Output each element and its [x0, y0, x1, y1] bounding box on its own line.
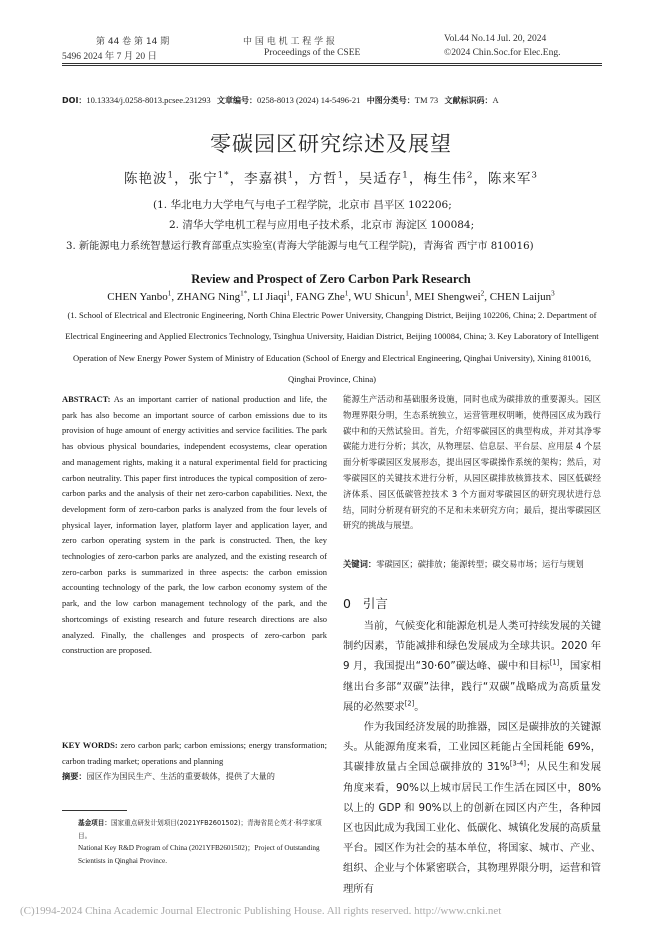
abstract-en-label: ABSTRACT: — [62, 394, 111, 404]
en-author-affiliation-mark: 1* — [240, 289, 248, 298]
article-no-label: 文章编号： — [216, 96, 257, 105]
cn-author: 张宁 — [188, 171, 218, 187]
affiliation-cn-3: 3. 新能源电力系统智慧运行教育部重点实验室(青海大学能源与电气工程学院)，青海省 西宁市 810016) — [66, 241, 534, 252]
cn-author-affiliation-mark: 1 — [402, 170, 409, 181]
en-author-affiliation-mark: 1 — [344, 289, 349, 298]
en-author: ZHANG Ning — [176, 291, 241, 303]
en-author-affiliation-mark: 1 — [286, 289, 291, 298]
header-journal-en: Proceedings of the CSEE — [264, 48, 361, 58]
abstract-cn-text-left: 园区作为国民生产、生活的重要载体，提供了大量的 — [86, 771, 275, 781]
abstract-cn-continued: 能源生产活动和基础服务设施，同时也成为碳排放的重要源头。园区物理界限分明，生态系统独立，运营管理权明晰，使得园区成为践行碳中和的天然试验田。首先，介绍零碳园区的典型构成，并对其净零碳能力进行分析；其次，从物理层、信息层、平台层、应用层 4 个层面分析零碳园区发展形态，提出园区零碳操作系统的架构；然后，对零碳园区的关键技术进行分析，从园区碳排放核算技术、园区低碳经济体系、园区低碳管控技术 3 个方面对零碳园区的研究现状进行总结，同时分析现有研究的不足和未来研究方向；最后，提出零碳园区研究的挑战与展望。 — [343, 394, 601, 531]
title-cn: 零碳园区研究综述及展望 — [210, 132, 452, 156]
intro-paragraph-1 — [343, 616, 601, 717]
en-author-affiliation-mark: 1 — [167, 289, 172, 298]
citation-3-4: [3-4] — [509, 759, 526, 768]
keywords-en-label: KEY WORDS: — [62, 740, 118, 750]
abstract-en-text: As an important carrier of national production and life, the park has also become an important source of carbon emissions due to its provision of huge amount of energy activities and service facilities. The park has obvious physical boundaries, independent ecosystems, clear operation and management rights, making it a natural experimental field for practicing carbon neutrality. This paper first introduces the typical composition of zero-carbon parks and the analysis of their net zero-carbon capabilities. Next, the development form of zero-carbon parks is analyzed from the four levels of physical layer, information layer, platform layer and application layer, and zero carbon operating system in the park is constructed. Then, the key technologies of zero-carbon parks are analyzed, and the existing research of zero-carbon parks is summarized in three aspects: the carbon emission accounting technology of the park, the low carbon economy system of the park, and the low carbon management technology of the park, and the shortcomings of existing research and future research directions are also analyzed. Finally, the challenges and prospects of zero-carbon park construction are proposed. — [62, 394, 327, 656]
doc-code-value: A — [492, 95, 499, 105]
doi-line — [62, 95, 499, 106]
title-en: Review and Prospect of Zero Carbon Park Research — [191, 272, 471, 286]
cn-author-affiliation-mark: 3 — [531, 170, 538, 181]
intro-p2-text: 作为我国经济发展的助推器，园区是碳排放的关键源头。从能源角度来看，工业园区耗能占全国耗能 69%，其碳排放量占全国总碳排放的 31% — [343, 721, 601, 774]
en-author-affiliation-mark: 1 — [405, 289, 409, 298]
en-author: LI Jiaqi — [252, 291, 287, 303]
keywords-en-text: zero carbon park; carbon emissions; energy transformation; carbon trading market; operations and planning — [62, 740, 327, 766]
cn-author: 陈艳波 — [124, 171, 168, 187]
authors-cn: 陈艳波$^1$，张宁$^{1*}$，李嘉祺$^1$，方哲$^1$，吴适存$^1$，梅生伟$^2$，陈来军$^3$ — [124, 170, 538, 187]
intro-p2-text2: ；从民生和发展角度来看，90%以上城市居民工作生活在园区中，80%以上的 GDP 和 90%以上的创新在园区内产生，各种园区也因此成为我国工业化、低碳化、城镇化发展的高质量平台。园区作为社会的基本单位，将国家、城市、产业、组织、企业与个体紧密联合，其物理界限分明，运营和管理所有 — [343, 761, 601, 895]
citation-2: [2] — [404, 699, 415, 708]
fund-en: National Key R&D Program of China (2021YFB2601502)；Project of Outstanding Scientists in Qinghai Province. — [78, 844, 320, 865]
article-no-value: 0258-8013 (2024) 14-5496-21 — [256, 95, 361, 105]
en-author-affiliation-mark: 2 — [480, 289, 485, 298]
section-title: 引言 — [362, 596, 388, 611]
header-page-date-cn: 5496 2024 年 7 月 20 日 — [62, 52, 158, 62]
intro-paragraph-2 — [343, 717, 601, 899]
intro-p1-text2: ，国家相继出台多部“双碳”法律，践行“双碳”战略成为高质量发展的必然要求 — [343, 660, 601, 713]
cn-author-affiliation-mark: 1 — [287, 170, 295, 181]
section-heading-intro — [343, 594, 388, 612]
en-author-affiliation-mark: 3 — [551, 289, 555, 298]
intro-p1-text3: 。 — [414, 700, 425, 713]
affiliation-cn-1: (1. 华北电力大学电气与电子工程学院，北京市 昌平区 102206; — [153, 199, 452, 211]
cn-author: 梅生伟 — [423, 171, 467, 187]
cn-author: 李嘉祺 — [244, 171, 288, 187]
cn-author-affiliation-mark: 1* — [217, 170, 230, 181]
doi-value: 10.13334/j.0258-8013.pcsee.231293 — [86, 95, 211, 105]
authors-en: CHEN Yanbo$^1$, ZHANG Ning$^{1*}$, LI Jiaqi$^1$, FANG Zhe$^1$, WU Shicun$^1$, MEI Shengwei$^2$, CHEN Laijun$^3$ — [107, 289, 555, 303]
affiliation-cn-2: 2. 清华大学电机工程与应用电子技术系，北京市 海淀区 100084; — [169, 219, 475, 231]
page-footer-copyright: (C)1994-2024 China Academic Journal Electronic Publishing House. All rights reserved. http://www.cnki.net — [20, 905, 502, 917]
doc-code-label: 文献标识码： — [444, 96, 493, 105]
header-rule-bottom — [62, 65, 602, 66]
citation-1: [1] — [549, 658, 560, 667]
footnote-rule — [62, 810, 127, 811]
en-author: CHEN Yanbo — [107, 291, 168, 303]
doi-label: DOI： — [62, 96, 87, 105]
abstract-cn-label: 摘要： — [62, 771, 87, 781]
keywords-cn-text: 零碳园区；碳排放；能源转型；碳交易市场；运行与规划 — [376, 559, 584, 569]
en-author: CHEN Laijun — [489, 291, 552, 303]
en-author: FANG Zhe — [295, 291, 345, 303]
en-author: WU Shicun — [353, 291, 406, 303]
header-volume-en: Vol.44 No.14 Jul. 20, 2024 — [444, 34, 547, 44]
footnote — [62, 817, 332, 867]
fund-label: 基金项目： — [78, 819, 111, 827]
cn-author-affiliation-mark: 1 — [167, 170, 175, 181]
clc-label: 中图分类号： — [366, 96, 415, 105]
fund-cn: 国家重点研发计划项目(2021YFB2601502)；青海省昆仑英才·科学家项目。 — [78, 819, 322, 840]
header-volume-cn: 第 44 卷 第 14 期 — [96, 37, 170, 47]
keywords-cn — [343, 557, 601, 573]
header-copyright: ©2024 Chin.Soc.for Elec.Eng. — [444, 48, 561, 58]
keywords-cn-label: 关键词： — [343, 559, 377, 569]
header-rule-top — [62, 63, 602, 64]
cn-author: 吴适存 — [358, 171, 403, 187]
cn-author-affiliation-mark: 2 — [466, 170, 474, 181]
abstract-en — [62, 392, 327, 659]
intro-p1-text: 当前，气候变化和能源危机是人类可持续发展的关键制约因素，节能减排和绿色发展成为全球共识。2020 年 9 月，我国提出“30·60”碳达峰、碳中和目标 — [343, 620, 601, 673]
header-journal-cn: 中 国 电 机 工 程 学 报 — [243, 37, 336, 47]
en-author: MEI Shengwei — [414, 291, 481, 303]
abstract-cn-start — [62, 769, 327, 783]
clc-value: TM 73 — [414, 95, 439, 105]
cn-author: 陈来军 — [487, 171, 532, 187]
cn-author-affiliation-mark: 1 — [337, 170, 345, 181]
keywords-en — [62, 738, 327, 769]
section-number: 0 — [343, 596, 351, 611]
cn-author: 方哲 — [308, 171, 338, 187]
affiliations-en: (1. School of Electrical and Electronic Engineering, North China Electric Power University, Changping District, Beijing 102206, China; 2. Department of Electrical Engineering and Applied Electronics Technology, Tsinghua University, Haidian District, Beijing 100084, China; 3. Key Laboratory of Intelligent Operation of New Energy Power System of Ministry of Education (School of Energy and Electrical Engineering, Qinghai University), Xining 810016, Qinghai Province, China) — [65, 310, 599, 385]
